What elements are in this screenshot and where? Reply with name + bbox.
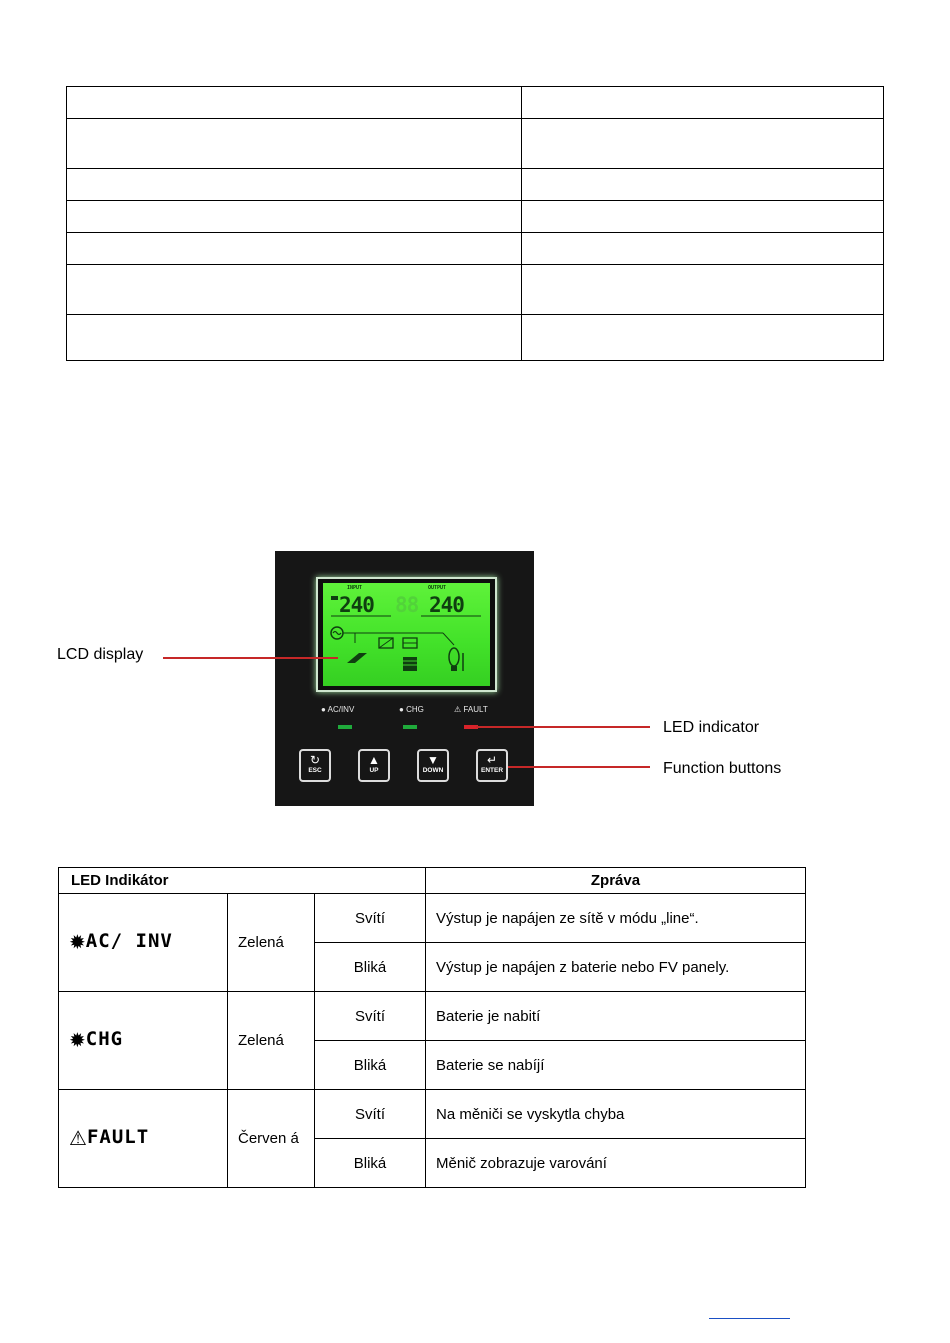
callout-line-led [476, 726, 650, 728]
color-cell: Zelená [228, 992, 315, 1090]
message-cell: Baterie se nabíjí [426, 1041, 806, 1090]
message-cell: Výstup je napájen z baterie nebo FV panely. [426, 943, 806, 992]
empty-spec-table [66, 86, 884, 361]
table-row [59, 992, 806, 1041]
table-row [67, 119, 884, 169]
state-cell: Bliká [315, 1041, 426, 1090]
color-cell: Červen á [228, 1090, 315, 1188]
callout-function-buttons: Function buttons [663, 760, 782, 777]
lcd-input-value: 240 [339, 593, 374, 617]
state-cell: Svítí [315, 1090, 426, 1139]
color-cell: Zelená [228, 894, 315, 992]
header-message: Zpráva [426, 868, 806, 894]
lcd-output-label: OUTPUT [428, 585, 447, 591]
header-led-indicator: LED Indikátor [59, 868, 426, 894]
down-button[interactable]: ▼ DOWN [417, 749, 449, 782]
callout-led-indicator: LED indicator [663, 719, 760, 736]
lcd-flow-diagram [323, 583, 490, 686]
state-cell: Bliká [315, 1139, 426, 1188]
table-row [67, 315, 884, 361]
led-label-chg: ● CHG [399, 705, 424, 714]
table-row [67, 233, 884, 265]
led-on-icon: ✹ [69, 932, 86, 954]
table-row [59, 894, 806, 943]
led-ac-inv [338, 725, 352, 729]
state-cell: Svítí [315, 894, 426, 943]
lcd-display [316, 577, 497, 692]
load-bulb-icon [449, 648, 459, 666]
battery-icon [403, 657, 417, 671]
state-cell: Bliká [315, 943, 426, 992]
message-cell: Na měniči se vyskytla chyba [426, 1090, 806, 1139]
enter-button[interactable]: ↵ ENTER [476, 749, 508, 782]
led-chg [403, 725, 417, 729]
lcd-ghost-digits: 88 [395, 593, 419, 617]
led-label-ac-inv: ● AC/INV [321, 705, 355, 714]
callout-lcd-display: LCD display [57, 646, 144, 663]
lcd-screen [323, 583, 490, 686]
indicator-chg: ✹CHG [59, 992, 228, 1090]
indicator-ac-inv: ✹AC/ INV [59, 894, 228, 992]
refresh-icon: ↻ [309, 753, 321, 767]
led-indicator-table [58, 867, 806, 1188]
lcd-output-value: 240 [429, 593, 464, 617]
lcd-input-label: INPUT [347, 585, 363, 591]
callout-line-lcd [163, 657, 338, 659]
led-on-icon: ✹ [69, 1030, 86, 1052]
table-row [67, 265, 884, 315]
message-cell: Baterie je nabití [426, 992, 806, 1041]
table-row [67, 87, 884, 119]
triangle-up-icon: ▲ [368, 753, 380, 767]
table-row [59, 1090, 806, 1139]
table-row [67, 201, 884, 233]
table-header-row [59, 868, 806, 894]
pv-panel-icon [347, 653, 367, 663]
table-row [67, 169, 884, 201]
led-label-fault: ⚠ FAULT [454, 705, 488, 714]
triangle-down-icon: ▼ [427, 753, 439, 767]
indicator-fault: ⚠FAULT [59, 1090, 228, 1188]
esc-button[interactable]: ↻ ESC [299, 749, 331, 782]
enter-arrow-icon: ↵ [486, 753, 498, 767]
state-cell: Svítí [315, 992, 426, 1041]
footer-link-underline [709, 1318, 790, 1319]
message-cell: Měnič zobrazuje varování [426, 1139, 806, 1188]
inverter-control-panel [275, 551, 534, 806]
warning-icon: ⚠ [69, 1128, 87, 1150]
callout-line-buttons [508, 766, 650, 768]
message-cell: Výstup je napájen ze sítě v módu „line“. [426, 894, 806, 943]
up-button[interactable]: ▲ UP [358, 749, 390, 782]
